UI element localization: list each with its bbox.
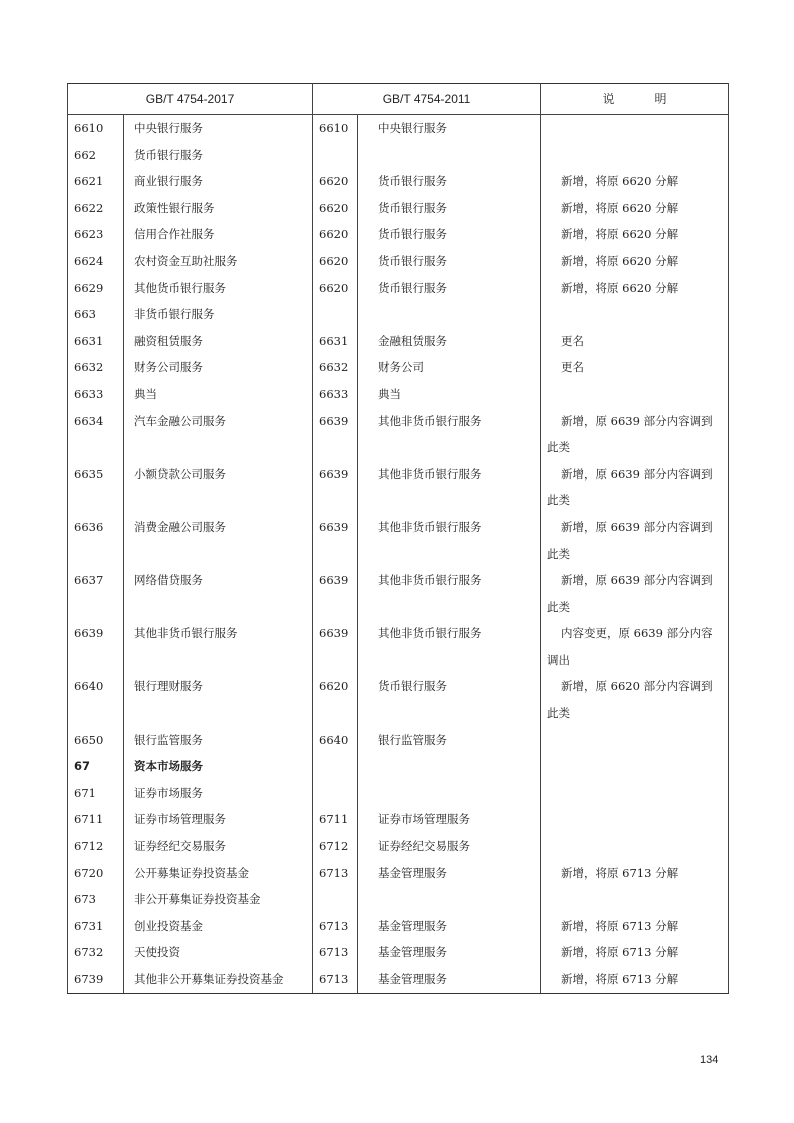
note-cell <box>541 142 729 169</box>
table-row <box>68 673 729 726</box>
new-name-cell: 商业银行服务 <box>124 168 313 195</box>
old-code-cell <box>313 301 358 328</box>
table-row <box>68 727 729 754</box>
note-text: 更名 <box>561 360 585 375</box>
new-code-cell: 6731 <box>68 913 124 940</box>
new-code-cell: 67 <box>68 753 124 780</box>
table-row <box>68 328 729 355</box>
new-name-cell: 货币银行服务 <box>124 142 313 169</box>
note-cell <box>541 275 729 302</box>
old-name-cell <box>358 142 541 169</box>
note-text: 新增，将原 6713 分解 <box>561 918 679 933</box>
table-row <box>68 886 729 913</box>
note-text: 新增，原 6639 部分内容调到此类 <box>547 519 713 561</box>
new-code-cell: 6640 <box>68 673 124 726</box>
old-code-cell: 6620 <box>313 673 358 726</box>
new-code-cell: 662 <box>68 142 124 169</box>
new-code-cell: 6732 <box>68 939 124 966</box>
note-cell <box>541 939 729 966</box>
table-row <box>68 860 729 887</box>
old-code-cell: 6639 <box>313 567 358 620</box>
old-code-cell: 6640 <box>313 727 358 754</box>
note-cell <box>541 195 729 222</box>
new-name-cell: 银行理财服务 <box>124 673 313 726</box>
old-name-cell: 财务公司 <box>358 354 541 381</box>
table-row <box>68 620 729 673</box>
new-name-cell: 证券市场服务 <box>124 780 313 807</box>
new-name-cell: 资本市场服务 <box>124 753 313 780</box>
table-row <box>68 354 729 381</box>
table-row <box>68 381 729 408</box>
new-name-cell: 中央银行服务 <box>124 115 313 142</box>
old-code-cell: 6631 <box>313 328 358 355</box>
header-gbt-2011: GB/T 4754-2011 <box>313 84 541 115</box>
old-name-cell: 典当 <box>358 381 541 408</box>
table-row <box>68 408 729 461</box>
table-row <box>68 966 729 993</box>
note-cell <box>541 381 729 408</box>
table-header-row <box>68 84 729 115</box>
new-code-cell: 6623 <box>68 221 124 248</box>
new-code-cell: 6635 <box>68 461 124 514</box>
old-name-cell <box>358 301 541 328</box>
old-name-cell: 其他非货币银行服务 <box>358 408 541 461</box>
table-row <box>68 833 729 860</box>
new-name-cell: 银行监管服务 <box>124 727 313 754</box>
new-name-cell: 信用合作社服务 <box>124 221 313 248</box>
new-name-cell: 天使投资 <box>124 939 313 966</box>
old-code-cell <box>313 780 358 807</box>
old-code-cell: 6713 <box>313 939 358 966</box>
new-code-cell: 673 <box>68 886 124 913</box>
old-name-cell: 基金管理服务 <box>358 966 541 993</box>
new-code-cell: 6624 <box>68 248 124 275</box>
new-name-cell: 非公开募集证券投资基金 <box>124 886 313 913</box>
new-code-cell: 6720 <box>68 860 124 887</box>
new-code-cell: 6631 <box>68 328 124 355</box>
note-cell <box>541 673 729 726</box>
note-text: 新增，原 6620 部分内容调到此类 <box>547 679 713 721</box>
note-cell <box>541 806 729 833</box>
new-name-cell: 其他非公开募集证券投资基金 <box>124 966 313 993</box>
note-cell <box>541 727 729 754</box>
table-row <box>68 168 729 195</box>
old-name-cell: 基金管理服务 <box>358 913 541 940</box>
note-cell <box>541 115 729 142</box>
new-name-cell: 农村资金互助社服务 <box>124 248 313 275</box>
old-name-cell: 货币银行服务 <box>358 673 541 726</box>
note-cell <box>541 354 729 381</box>
note-cell <box>541 753 729 780</box>
table-body <box>68 115 729 994</box>
note-cell <box>541 620 729 673</box>
new-name-cell: 典当 <box>124 381 313 408</box>
table-row <box>68 248 729 275</box>
note-cell <box>541 567 729 620</box>
new-code-cell: 6633 <box>68 381 124 408</box>
new-name-cell: 公开募集证券投资基金 <box>124 860 313 887</box>
old-code-cell: 6711 <box>313 806 358 833</box>
table-row <box>68 780 729 807</box>
note-cell <box>541 461 729 514</box>
old-code-cell <box>313 142 358 169</box>
note-text: 新增，将原 6620 分解 <box>561 227 679 242</box>
new-code-cell: 6632 <box>68 354 124 381</box>
table-row <box>68 514 729 567</box>
old-name-cell: 货币银行服务 <box>358 221 541 248</box>
old-code-cell <box>313 886 358 913</box>
old-name-cell: 银行监管服务 <box>358 727 541 754</box>
new-name-cell: 网络借贷服务 <box>124 567 313 620</box>
note-text: 新增，将原 6713 分解 <box>561 865 679 880</box>
note-text: 更名 <box>561 333 585 348</box>
old-code-cell: 6632 <box>313 354 358 381</box>
table-row <box>68 142 729 169</box>
table-row <box>68 806 729 833</box>
note-cell <box>541 248 729 275</box>
old-name-cell: 其他非货币银行服务 <box>358 461 541 514</box>
note-text: 新增，原 6639 部分内容调到此类 <box>547 573 713 614</box>
table-row <box>68 301 729 328</box>
note-cell <box>541 301 729 328</box>
old-name-cell: 货币银行服务 <box>358 248 541 275</box>
table-row <box>68 195 729 222</box>
note-text: 新增，将原 6713 分解 <box>561 972 679 986</box>
new-name-cell: 小额贷款公司服务 <box>124 461 313 514</box>
new-code-cell: 663 <box>68 301 124 328</box>
note-cell <box>541 780 729 807</box>
old-code-cell: 6712 <box>313 833 358 860</box>
new-name-cell: 融资租赁服务 <box>124 328 313 355</box>
old-code-cell: 6713 <box>313 860 358 887</box>
note-cell <box>541 833 729 860</box>
old-name-cell: 基金管理服务 <box>358 939 541 966</box>
new-code-cell: 6610 <box>68 115 124 142</box>
old-name-cell: 货币银行服务 <box>358 168 541 195</box>
note-cell <box>541 514 729 567</box>
new-code-cell: 6634 <box>68 408 124 461</box>
new-name-cell: 消费金融公司服务 <box>124 514 313 567</box>
old-name-cell: 其他非货币银行服务 <box>358 620 541 673</box>
table-row <box>68 461 729 514</box>
old-name-cell <box>358 886 541 913</box>
new-name-cell: 证券市场管理服务 <box>124 806 313 833</box>
old-name-cell: 中央银行服务 <box>358 115 541 142</box>
old-code-cell: 6633 <box>313 381 358 408</box>
note-cell <box>541 966 729 993</box>
note-text: 新增，将原 6620 分解 <box>561 200 679 215</box>
old-name-cell <box>358 753 541 780</box>
new-code-cell: 6637 <box>68 567 124 620</box>
new-name-cell: 政策性银行服务 <box>124 195 313 222</box>
header-notes: 说 明 <box>541 84 729 115</box>
new-code-cell: 6629 <box>68 275 124 302</box>
old-name-cell: 金融租赁服务 <box>358 328 541 355</box>
note-text: 新增，原 6639 部分内容调到此类 <box>547 413 713 455</box>
old-code-cell: 6639 <box>313 620 358 673</box>
note-text: 新增，将原 6620 分解 <box>561 280 679 295</box>
old-code-cell: 6639 <box>313 514 358 567</box>
old-name-cell <box>358 780 541 807</box>
table-row <box>68 221 729 248</box>
new-name-cell: 其他货币银行服务 <box>124 275 313 302</box>
header-gbt-2017: GB/T 4754-2017 <box>68 84 313 115</box>
new-name-cell: 财务公司服务 <box>124 354 313 381</box>
old-code-cell: 6620 <box>313 168 358 195</box>
new-code-cell: 6712 <box>68 833 124 860</box>
note-text: 新增，原 6639 部分内容调到此类 <box>547 466 713 508</box>
new-name-cell: 汽车金融公司服务 <box>124 408 313 461</box>
new-name-cell: 非货币银行服务 <box>124 301 313 328</box>
new-code-cell: 671 <box>68 780 124 807</box>
new-name-cell: 其他非货币银行服务 <box>124 620 313 673</box>
note-cell <box>541 913 729 940</box>
classification-comparison-table <box>67 83 729 994</box>
table-row <box>68 567 729 620</box>
table-row <box>68 913 729 940</box>
note-cell <box>541 328 729 355</box>
old-name-cell: 其他非货币银行服务 <box>358 567 541 620</box>
old-code-cell: 6620 <box>313 248 358 275</box>
old-code-cell: 6620 <box>313 195 358 222</box>
old-code-cell: 6639 <box>313 461 358 514</box>
old-code-cell: 6713 <box>313 913 358 940</box>
old-name-cell: 证券经纪交易服务 <box>358 833 541 860</box>
table-row <box>68 275 729 302</box>
note-cell <box>541 886 729 913</box>
old-name-cell: 证券市场管理服务 <box>358 806 541 833</box>
note-text: 新增，将原 6620 分解 <box>561 253 679 268</box>
new-name-cell: 创业投资基金 <box>124 913 313 940</box>
new-code-cell: 6650 <box>68 727 124 754</box>
old-code-cell: 6639 <box>313 408 358 461</box>
new-name-cell: 证券经纪交易服务 <box>124 833 313 860</box>
page-number: 134 <box>700 1054 719 1066</box>
new-code-cell: 6636 <box>68 514 124 567</box>
old-code-cell: 6713 <box>313 966 358 993</box>
old-name-cell: 货币银行服务 <box>358 275 541 302</box>
old-code-cell: 6610 <box>313 115 358 142</box>
table-row <box>68 753 729 780</box>
new-code-cell: 6639 <box>68 620 124 673</box>
old-name-cell: 基金管理服务 <box>358 860 541 887</box>
new-code-cell: 6711 <box>68 806 124 833</box>
note-text: 新增，将原 6713 分解 <box>561 945 679 960</box>
note-cell <box>541 221 729 248</box>
new-code-cell: 6739 <box>68 966 124 993</box>
old-name-cell: 其他非货币银行服务 <box>358 514 541 567</box>
note-cell <box>541 168 729 195</box>
old-name-cell: 货币银行服务 <box>358 195 541 222</box>
old-code-cell: 6620 <box>313 275 358 302</box>
table-row <box>68 115 729 142</box>
note-text: 新增，将原 6620 分解 <box>561 174 679 189</box>
table-row <box>68 939 729 966</box>
new-code-cell: 6622 <box>68 195 124 222</box>
old-code-cell <box>313 753 358 780</box>
old-code-cell: 6620 <box>313 221 358 248</box>
new-code-cell: 6621 <box>68 168 124 195</box>
note-cell <box>541 408 729 461</box>
note-text: 内容变更，原 6639 部分内容调出 <box>547 626 713 667</box>
note-cell <box>541 860 729 887</box>
